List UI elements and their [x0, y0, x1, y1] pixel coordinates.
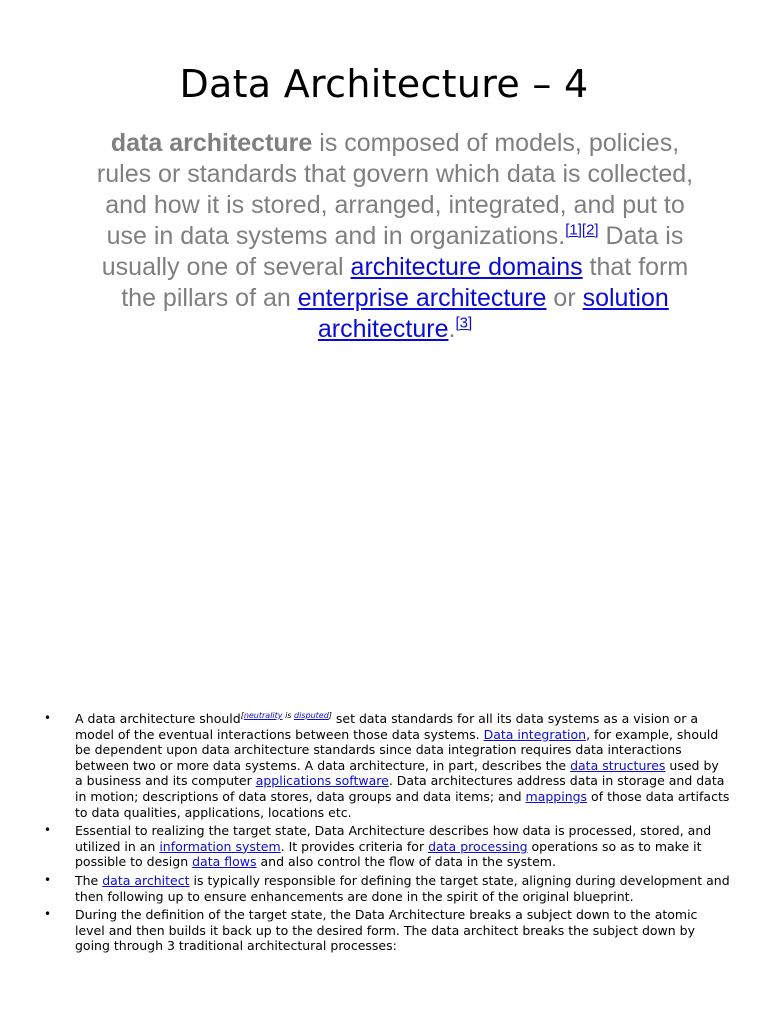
bullet-marker: • — [44, 907, 52, 922]
link-data-structures[interactable]: data structures — [570, 757, 666, 773]
link-data-flows[interactable]: data flows — [192, 854, 257, 870]
bullet-item-4 — [40, 907, 730, 954]
link-data-integration[interactable]: Data integration — [483, 726, 587, 742]
bullet-2-text-4: and also control the flow of data in the system. — [256, 854, 556, 870]
bullet-item-1 — [40, 711, 730, 820]
tag-close: ] — [328, 710, 332, 720]
bullet-1-text-1: A data architecture should — [75, 711, 241, 726]
tag-mid: is — [282, 710, 295, 720]
bullet-3-text-2: is typically responsible for defining the target state, aligning during development and then following up to ensure enhancements are done in the spirit of the original blueprint. — [75, 872, 730, 904]
citation-link-1[interactable]: [1] — [565, 221, 582, 239]
bullet-list — [40, 711, 730, 957]
citation-link-2[interactable]: [2] — [581, 221, 599, 239]
bullet-item-2 — [40, 823, 730, 870]
tag-open: [ — [240, 710, 244, 720]
bullet-1-text-2: set data standards for all its data systems as a vision or a model of the eventual interactions between those data systems. — [75, 711, 699, 742]
link-applications-software[interactable]: applications software — [255, 773, 389, 789]
citation-link-3[interactable]: [3] — [455, 314, 473, 332]
link-solution-architecture[interactable]: solution architecture — [317, 284, 669, 343]
lead-text-3: that form the pillars of an — [121, 253, 689, 312]
bullet-marker: • — [44, 711, 52, 725]
link-data-architect[interactable]: data architect — [102, 872, 190, 888]
lead-text-1: is composed of models, policies, rules or standards that govern which data is collected, and how it is stored, arranged, integrated, and put to use in data systems and in organizations. — [96, 129, 694, 250]
bullet-4-text-1: During the definition of the target state, the Data Architecture breaks a subject down to the atomic level and then builds it back up to the desired form. The data architect breaks the subject down by going through 3 traditional architectural processes: — [75, 907, 698, 954]
link-disputed[interactable]: disputed — [294, 710, 329, 720]
neutrality-tag — [241, 711, 332, 720]
bullet-marker: • — [44, 823, 52, 838]
citation-1-2 — [565, 222, 598, 239]
link-architecture-domains[interactable]: architecture domains — [350, 253, 583, 281]
link-data-processing[interactable]: data processing — [428, 838, 528, 854]
bullet-2-text-3: operations so as to make it possible to design — [75, 838, 702, 870]
bullet-1-text-4: used by a business and its computer — [75, 757, 719, 789]
lead-bold-term: data architecture — [110, 129, 313, 157]
lead-text-2: Data is usually one of several — [101, 222, 684, 281]
citation-3 — [455, 315, 472, 332]
bullet-2-text-2: . It provides criteria for — [280, 838, 429, 854]
link-information-system[interactable]: information system — [159, 838, 281, 854]
bullet-2-text-1: Essential to realizing the target state, Data Architecture describes how data is processed, stored, and utilized in an — [75, 823, 712, 854]
slide-title: Data Architecture – 4 — [179, 62, 589, 106]
bullet-3-text-1: The — [75, 872, 103, 888]
lead-paragraph — [90, 128, 700, 345]
bullet-1-text-3: , for example, should be dependent upon data architecture standards since data integration requires data interactions between two or more data systems. A data architecture, in part, describes the — [75, 726, 719, 773]
link-neutrality[interactable]: neutrality — [243, 710, 283, 720]
bullet-marker: • — [44, 872, 52, 887]
link-mappings[interactable]: mappings — [525, 788, 588, 804]
bullet-1-text-6: of those data artifacts to data qualities, applications, locations etc. — [75, 788, 730, 820]
lead-text-4: or — [546, 284, 583, 312]
bullet-1-text-5: . Data architectures address data in storage and data in motion; descriptions of data stores, data groups and data items; and — [75, 773, 725, 804]
lead-text-5: . — [448, 315, 456, 343]
bullet-item-3 — [40, 873, 730, 904]
link-enterprise-architecture[interactable]: enterprise architecture — [297, 284, 547, 312]
